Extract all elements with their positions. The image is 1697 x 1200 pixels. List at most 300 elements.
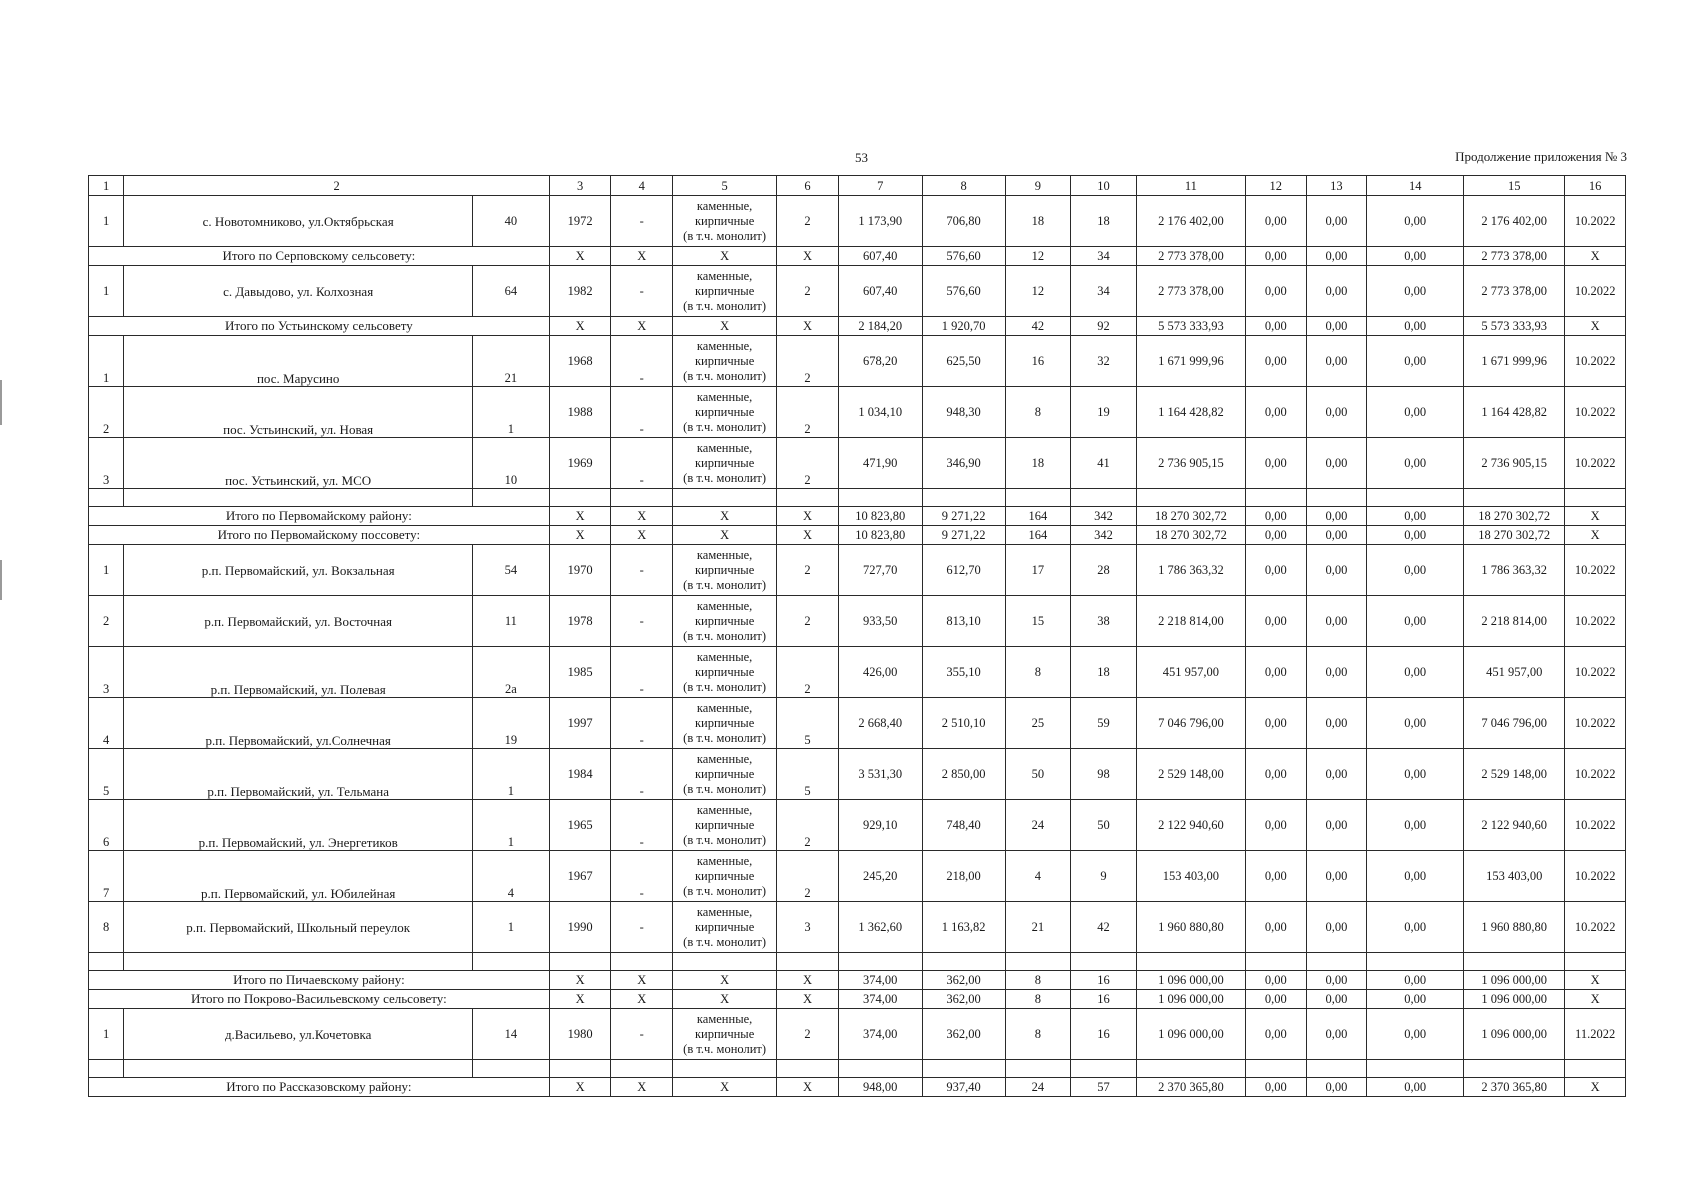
- subtotal-value-c3: X: [549, 971, 611, 990]
- subtotal-value-c8: 362,00: [922, 990, 1005, 1009]
- subtotal-value-c7: 374,00: [838, 971, 922, 990]
- empty-cell: [549, 489, 611, 507]
- empty-cell: [922, 489, 1005, 507]
- empty-cell: [1245, 489, 1306, 507]
- value-cell-c15: 7 046 796,00: [1464, 698, 1565, 749]
- wall-material-cell: [673, 336, 777, 387]
- value-cell-c15: 2 773 378,00: [1464, 266, 1565, 317]
- wall-material-cell: [673, 387, 777, 438]
- value-cell-c8: 576,60: [922, 266, 1005, 317]
- subtotal-value-c10: 342: [1071, 507, 1137, 526]
- subtotal-value-c11: 5 573 333,93: [1136, 317, 1245, 336]
- column-number-11: 11: [1136, 176, 1245, 196]
- value-cell-c7: 1 034,10: [838, 387, 922, 438]
- value-cell-c13: 0,00: [1306, 596, 1367, 647]
- subtotal-row: [89, 990, 1626, 1009]
- subtotal-value-c8: 9 271,22: [922, 526, 1005, 545]
- value-cell-c9: 50: [1005, 749, 1071, 800]
- value-cell-c11: 2 218 814,00: [1136, 596, 1245, 647]
- subtotal-value-c14: 0,00: [1367, 1078, 1464, 1097]
- value-cell-c13: 0,00: [1306, 749, 1367, 800]
- value-cell-c7: 607,40: [838, 266, 922, 317]
- value-cell-c14: 0,00: [1367, 196, 1464, 247]
- subtotal-value-c16: X: [1565, 507, 1626, 526]
- subtotal-value-c3: X: [549, 526, 611, 545]
- column-number-8: 8: [922, 176, 1005, 196]
- wall-material-line: (в т.ч. монолит): [683, 730, 767, 745]
- subtotal-value-c10: 342: [1071, 526, 1137, 545]
- address-cell: пос. Устьинский, ул. Новая: [124, 387, 473, 438]
- column-number-4: 4: [611, 176, 673, 196]
- value-cell-c7: 471,90: [838, 438, 922, 489]
- value-cell-c8: 706,80: [922, 196, 1005, 247]
- value-cell-c14: 0,00: [1367, 545, 1464, 596]
- empty-cell: [1071, 489, 1137, 507]
- empty-cell: [1136, 1060, 1245, 1078]
- subtotal-value-c5: X: [673, 507, 777, 526]
- subtotal-value-c5: X: [673, 1078, 777, 1097]
- value-cell-c11: 1 096 000,00: [1136, 1009, 1245, 1060]
- page-number: 53: [855, 150, 868, 165]
- value-cell-c13: 0,00: [1306, 545, 1367, 596]
- subtotal-value-c8: 9 271,22: [922, 507, 1005, 526]
- value-cell-c8: 346,90: [922, 438, 1005, 489]
- subtotal-value-c12: 0,00: [1245, 507, 1306, 526]
- column-number-10: 10: [1071, 176, 1137, 196]
- empty-cell: [777, 953, 839, 971]
- value-cell-c13: 0,00: [1306, 800, 1367, 851]
- floors-cell: 2: [777, 387, 839, 438]
- subtotal-label: Итого по Рассказовскому району:: [89, 1078, 550, 1097]
- value-cell-c11: 153 403,00: [1136, 851, 1245, 902]
- wall-material-line: кирпичные: [694, 1026, 755, 1041]
- table-row: [89, 266, 1626, 317]
- subtotal-value-c5: X: [673, 247, 777, 266]
- wall-material-line: каменные,: [696, 598, 753, 613]
- subtotal-value-c6: X: [777, 990, 839, 1009]
- wall-material-line: (в т.ч. монолит): [683, 298, 767, 313]
- floors-cell: 2: [777, 266, 839, 317]
- column-number-9: 9: [1005, 176, 1071, 196]
- value-cell-c10: 42: [1071, 902, 1137, 953]
- year-cell: 1982: [549, 266, 611, 317]
- subtotal-value-c15: 18 270 302,72: [1464, 507, 1565, 526]
- column-number-3: 3: [549, 176, 611, 196]
- value-cell-c13: 0,00: [1306, 1009, 1367, 1060]
- year-cell: 1978: [549, 596, 611, 647]
- row-number: 3: [89, 438, 124, 489]
- wall-material-line: (в т.ч. монолит): [683, 883, 767, 898]
- empty-cell: [1245, 953, 1306, 971]
- empty-cell: [1565, 953, 1626, 971]
- subtotal-value-c6: X: [777, 247, 839, 266]
- empty-cell: [838, 953, 922, 971]
- wall-material-line: каменные,: [696, 198, 753, 213]
- wall-material-line: каменные,: [696, 440, 753, 455]
- wall-material-cell: [673, 438, 777, 489]
- floors-cell: 5: [777, 698, 839, 749]
- empty-cell: [922, 1060, 1005, 1078]
- house-number-cell: 1: [472, 800, 549, 851]
- table-row: [89, 596, 1626, 647]
- value-cell-c13: 0,00: [1306, 336, 1367, 387]
- value-cell-c16: 10.2022: [1565, 387, 1626, 438]
- year-cell: 1968: [549, 336, 611, 387]
- row-number: 1: [89, 196, 124, 247]
- value-cell-c14: 0,00: [1367, 647, 1464, 698]
- subtotal-value-c13: 0,00: [1306, 317, 1367, 336]
- house-number-cell: 1: [472, 387, 549, 438]
- value-cell-c8: 948,30: [922, 387, 1005, 438]
- subtotal-value-c8: 362,00: [922, 971, 1005, 990]
- value-cell-c16: 10.2022: [1565, 647, 1626, 698]
- subtotal-value-c16: X: [1565, 526, 1626, 545]
- value-cell-c8: 355,10: [922, 647, 1005, 698]
- value-cell-c10: 19: [1071, 387, 1137, 438]
- year-cell: 1988: [549, 387, 611, 438]
- value-cell-c11: 7 046 796,00: [1136, 698, 1245, 749]
- wall-material-line: кирпичные: [694, 817, 755, 832]
- year-cell: 1972: [549, 196, 611, 247]
- value-cell-c13: 0,00: [1306, 698, 1367, 749]
- value-cell-c10: 59: [1071, 698, 1137, 749]
- subtotal-value-c3: X: [549, 507, 611, 526]
- wall-material-line: (в т.ч. монолит): [683, 679, 767, 694]
- empty-cell: [124, 953, 473, 971]
- subtotal-value-c12: 0,00: [1245, 247, 1306, 266]
- value-cell-c7: 1 173,90: [838, 196, 922, 247]
- floors-cell: 2: [777, 596, 839, 647]
- wall-material-cell: [673, 196, 777, 247]
- empty-cell: [124, 489, 473, 507]
- subtotal-label: Итого по Первомайскому поссовету:: [89, 526, 550, 545]
- subtotal-value-c4: X: [611, 526, 673, 545]
- wall-material-line: кирпичные: [694, 664, 755, 679]
- value-cell-c9: 18: [1005, 438, 1071, 489]
- wall-material-line: каменные,: [696, 268, 753, 283]
- subtotal-label: Итого по Покрово-Васильевскому сельсовету:: [89, 990, 550, 1009]
- value-cell-c8: 2 510,10: [922, 698, 1005, 749]
- subtotal-row: [89, 247, 1626, 266]
- subtotal-value-c8: 937,40: [922, 1078, 1005, 1097]
- wall-material-cell: [673, 698, 777, 749]
- subtotal-label: Итого по Устьинскому сельсовету: [89, 317, 550, 336]
- subtotal-value-c12: 0,00: [1245, 971, 1306, 990]
- floors-cell: 5: [777, 749, 839, 800]
- empty-cell: [838, 489, 922, 507]
- wall-material-cell: [673, 851, 777, 902]
- subtotal-value-c14: 0,00: [1367, 526, 1464, 545]
- house-number-cell: 21: [472, 336, 549, 387]
- subtotal-value-c13: 0,00: [1306, 526, 1367, 545]
- year-cell: 1984: [549, 749, 611, 800]
- wall-material-line: (в т.ч. монолит): [683, 832, 767, 847]
- empty-cell: [1136, 489, 1245, 507]
- subtotal-value-c10: 16: [1071, 971, 1137, 990]
- year-cell: 1967: [549, 851, 611, 902]
- wall-material-line: кирпичные: [694, 404, 755, 419]
- subtotal-value-c4: X: [611, 247, 673, 266]
- wall-material-line: каменные,: [696, 338, 753, 353]
- value-cell-c15: 2 218 814,00: [1464, 596, 1565, 647]
- subtotal-value-c7: 10 823,80: [838, 526, 922, 545]
- value-cell-c14: 0,00: [1367, 749, 1464, 800]
- value-cell-c16: 10.2022: [1565, 545, 1626, 596]
- address-cell: с. Давыдово, ул. Колхозная: [124, 266, 473, 317]
- wall-material-cell: [673, 266, 777, 317]
- subtotal-label: Итого по Первомайскому району:: [89, 507, 550, 526]
- subtotal-value-c11: 1 096 000,00: [1136, 990, 1245, 1009]
- value-cell-c12: 0,00: [1245, 647, 1306, 698]
- wall-material-cell: [673, 596, 777, 647]
- row-number: 7: [89, 851, 124, 902]
- value-cell-c12: 0,00: [1245, 851, 1306, 902]
- value-cell-c7: 2 668,40: [838, 698, 922, 749]
- value-cell-c9: 21: [1005, 902, 1071, 953]
- value-cell-c16: 10.2022: [1565, 438, 1626, 489]
- value-cell-c15: 2 736 905,15: [1464, 438, 1565, 489]
- value-cell-c12: 0,00: [1245, 438, 1306, 489]
- value-cell-c16: 10.2022: [1565, 196, 1626, 247]
- value-cell-c12: 0,00: [1245, 596, 1306, 647]
- subtotal-value-c12: 0,00: [1245, 526, 1306, 545]
- subtotal-value-c7: 374,00: [838, 990, 922, 1009]
- row-number: 6: [89, 800, 124, 851]
- house-number-cell: 40: [472, 196, 549, 247]
- subtotal-value-c13: 0,00: [1306, 507, 1367, 526]
- subtotal-value-c16: X: [1565, 1078, 1626, 1097]
- value-cell-c7: 933,50: [838, 596, 922, 647]
- wall-material-line: кирпичные: [694, 562, 755, 577]
- empty-cell: [89, 953, 124, 971]
- table-row: [89, 1009, 1626, 1060]
- subtotal-value-c4: X: [611, 317, 673, 336]
- empty-row: [89, 1060, 1626, 1078]
- value-cell-c11: 2 176 402,00: [1136, 196, 1245, 247]
- empty-cell: [611, 1060, 673, 1078]
- empty-cell: [472, 953, 549, 971]
- empty-cell: [1005, 953, 1071, 971]
- address-cell: р.п. Первомайский, ул. Полевая: [124, 647, 473, 698]
- wall-material-line: кирпичные: [694, 715, 755, 730]
- subtotal-value-c9: 8: [1005, 971, 1071, 990]
- value-cell-c9: 12: [1005, 266, 1071, 317]
- subtotal-value-c3: X: [549, 317, 611, 336]
- value-cell-c14: 0,00: [1367, 698, 1464, 749]
- subtotal-value-c10: 57: [1071, 1078, 1137, 1097]
- value-cell-c14: 0,00: [1367, 336, 1464, 387]
- wall-material-cell: [673, 1009, 777, 1060]
- subtotal-value-c8: 1 920,70: [922, 317, 1005, 336]
- address-cell: с. Новотомниково, ул.Октябрьская: [124, 196, 473, 247]
- value-cell-c8: 1 163,82: [922, 902, 1005, 953]
- value-cell-c12: 0,00: [1245, 387, 1306, 438]
- wall-material-line: кирпичные: [694, 353, 755, 368]
- wall-material-line: каменные,: [696, 751, 753, 766]
- value-cell-c8: 748,40: [922, 800, 1005, 851]
- subtotal-value-c6: X: [777, 1078, 839, 1097]
- wall-material-cell: [673, 545, 777, 596]
- table-row: [89, 545, 1626, 596]
- empty-cell: [673, 1060, 777, 1078]
- value-cell-c15: 1 096 000,00: [1464, 1009, 1565, 1060]
- value-cell-c10: 18: [1071, 647, 1137, 698]
- col4-cell: -: [611, 749, 673, 800]
- row-number: 2: [89, 596, 124, 647]
- house-number-cell: 64: [472, 266, 549, 317]
- value-cell-c11: 2 736 905,15: [1136, 438, 1245, 489]
- house-number-cell: 2а: [472, 647, 549, 698]
- year-cell: 1997: [549, 698, 611, 749]
- floors-cell: 2: [777, 647, 839, 698]
- year-cell: 1990: [549, 902, 611, 953]
- wall-material-line: кирпичные: [694, 455, 755, 470]
- subtotal-value-c15: 1 096 000,00: [1464, 971, 1565, 990]
- value-cell-c11: 1 960 880,80: [1136, 902, 1245, 953]
- col4-cell: -: [611, 1009, 673, 1060]
- value-cell-c16: 10.2022: [1565, 596, 1626, 647]
- subtotal-value-c7: 10 823,80: [838, 507, 922, 526]
- empty-cell: [777, 1060, 839, 1078]
- wall-material-line: кирпичные: [694, 766, 755, 781]
- value-cell-c9: 25: [1005, 698, 1071, 749]
- value-cell-c12: 0,00: [1245, 266, 1306, 317]
- column-number-2: 2: [124, 176, 549, 196]
- column-number-7: 7: [838, 176, 922, 196]
- value-cell-c16: 10.2022: [1565, 749, 1626, 800]
- subtotal-value-c9: 8: [1005, 990, 1071, 1009]
- value-cell-c16: 10.2022: [1565, 266, 1626, 317]
- value-cell-c15: 2 122 940,60: [1464, 800, 1565, 851]
- value-cell-c16: 10.2022: [1565, 698, 1626, 749]
- house-number-cell: 11: [472, 596, 549, 647]
- scan-edge-mark: [0, 560, 2, 600]
- row-number: 1: [89, 266, 124, 317]
- subtotal-row: [89, 507, 1626, 526]
- column-number-6: 6: [777, 176, 839, 196]
- value-cell-c14: 0,00: [1367, 387, 1464, 438]
- subtotal-value-c3: X: [549, 1078, 611, 1097]
- floors-cell: 3: [777, 902, 839, 953]
- subtotal-value-c10: 92: [1071, 317, 1137, 336]
- wall-material-line: каменные,: [696, 547, 753, 562]
- subtotal-value-c9: 24: [1005, 1078, 1071, 1097]
- wall-material-line: кирпичные: [694, 213, 755, 228]
- subtotal-value-c10: 16: [1071, 990, 1137, 1009]
- value-cell-c13: 0,00: [1306, 647, 1367, 698]
- housing-register-table: [88, 175, 1626, 1097]
- address-cell: р.п. Первомайский, ул.Солнечная: [124, 698, 473, 749]
- wall-material-cell: [673, 800, 777, 851]
- subtotal-row: [89, 317, 1626, 336]
- subtotal-value-c11: 1 096 000,00: [1136, 971, 1245, 990]
- empty-cell: [124, 1060, 473, 1078]
- address-cell: пос. Устьинский, ул. МСО: [124, 438, 473, 489]
- value-cell-c10: 9: [1071, 851, 1137, 902]
- subtotal-value-c13: 0,00: [1306, 971, 1367, 990]
- value-cell-c13: 0,00: [1306, 266, 1367, 317]
- empty-cell: [1306, 953, 1367, 971]
- subtotal-value-c8: 576,60: [922, 247, 1005, 266]
- subtotal-value-c15: 1 096 000,00: [1464, 990, 1565, 1009]
- value-cell-c16: 10.2022: [1565, 902, 1626, 953]
- empty-cell: [1136, 953, 1245, 971]
- subtotal-value-c11: 2 370 365,80: [1136, 1078, 1245, 1097]
- column-number-13: 13: [1306, 176, 1367, 196]
- subtotal-value-c9: 164: [1005, 526, 1071, 545]
- subtotal-value-c16: X: [1565, 247, 1626, 266]
- row-number: 3: [89, 647, 124, 698]
- value-cell-c10: 18: [1071, 196, 1137, 247]
- wall-material-line: кирпичные: [694, 613, 755, 628]
- floors-cell: 2: [777, 336, 839, 387]
- empty-cell: [1367, 953, 1464, 971]
- empty-cell: [777, 489, 839, 507]
- value-cell-c14: 0,00: [1367, 851, 1464, 902]
- subtotal-value-c6: X: [777, 507, 839, 526]
- subtotal-value-c9: 42: [1005, 317, 1071, 336]
- value-cell-c10: 32: [1071, 336, 1137, 387]
- value-cell-c11: 1 786 363,32: [1136, 545, 1245, 596]
- value-cell-c13: 0,00: [1306, 196, 1367, 247]
- value-cell-c14: 0,00: [1367, 438, 1464, 489]
- col4-cell: -: [611, 851, 673, 902]
- subtotal-row: [89, 971, 1626, 990]
- subtotal-value-c7: 948,00: [838, 1078, 922, 1097]
- wall-material-line: (в т.ч. монолит): [683, 470, 767, 485]
- house-number-cell: 4: [472, 851, 549, 902]
- wall-material-line: каменные,: [696, 649, 753, 664]
- column-number-1: 1: [89, 176, 124, 196]
- value-cell-c12: 0,00: [1245, 749, 1306, 800]
- wall-material-line: кирпичные: [694, 919, 755, 934]
- value-cell-c8: 813,10: [922, 596, 1005, 647]
- wall-material-line: (в т.ч. монолит): [683, 228, 767, 243]
- value-cell-c10: 38: [1071, 596, 1137, 647]
- value-cell-c7: 374,00: [838, 1009, 922, 1060]
- wall-material-cell: [673, 647, 777, 698]
- house-number-cell: 1: [472, 749, 549, 800]
- empty-cell: [1464, 953, 1565, 971]
- value-cell-c15: 1 960 880,80: [1464, 902, 1565, 953]
- wall-material-line: каменные,: [696, 904, 753, 919]
- wall-material-cell: [673, 749, 777, 800]
- subtotal-row: [89, 526, 1626, 545]
- year-cell: 1985: [549, 647, 611, 698]
- subtotal-value-c7: 2 184,20: [838, 317, 922, 336]
- row-number: 8: [89, 902, 124, 953]
- column-number-12: 12: [1245, 176, 1306, 196]
- year-cell: 1969: [549, 438, 611, 489]
- empty-cell: [89, 489, 124, 507]
- floors-cell: 2: [777, 438, 839, 489]
- value-cell-c11: 451 957,00: [1136, 647, 1245, 698]
- value-cell-c10: 34: [1071, 266, 1137, 317]
- floors-cell: 2: [777, 1009, 839, 1060]
- wall-material-line: (в т.ч. монолит): [683, 781, 767, 796]
- col4-cell: -: [611, 902, 673, 953]
- empty-cell: [673, 489, 777, 507]
- value-cell-c7: 678,20: [838, 336, 922, 387]
- wall-material-line: кирпичные: [694, 868, 755, 883]
- value-cell-c8: 612,70: [922, 545, 1005, 596]
- table-row: [89, 387, 1626, 438]
- empty-cell: [549, 1060, 611, 1078]
- subtotal-value-c12: 0,00: [1245, 1078, 1306, 1097]
- value-cell-c9: 8: [1005, 387, 1071, 438]
- subtotal-value-c16: X: [1565, 990, 1626, 1009]
- subtotal-value-c13: 0,00: [1306, 990, 1367, 1009]
